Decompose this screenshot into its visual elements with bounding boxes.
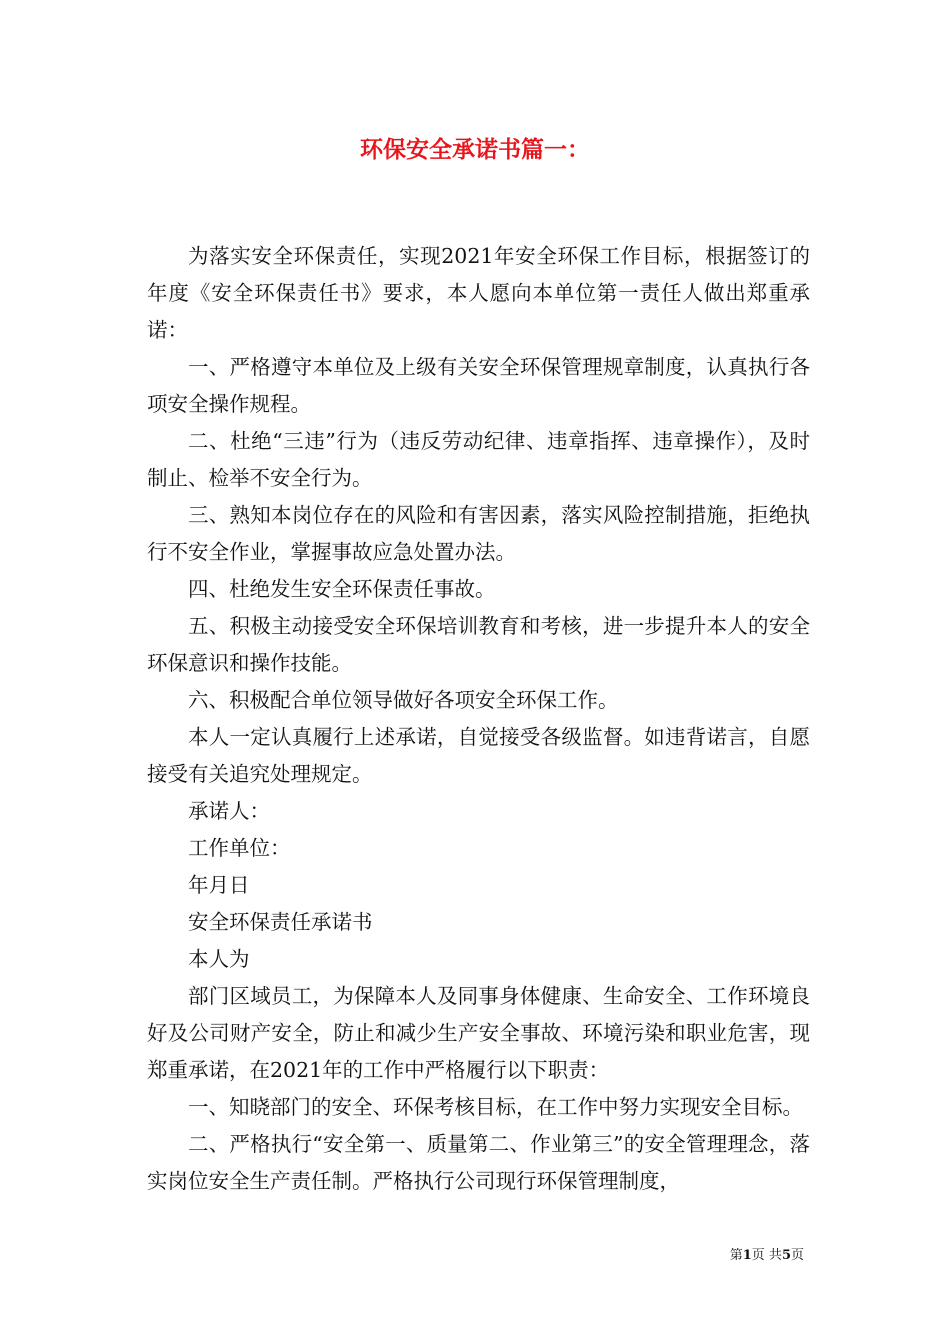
date-label: 年月日	[188, 873, 250, 897]
page-number-current: 1	[742, 1248, 752, 1263]
page-number-total: 5	[781, 1248, 791, 1263]
section-heading: 安全环保责任承诺书	[188, 910, 373, 934]
page-number-middle: 页 共	[751, 1248, 782, 1263]
document-body	[147, 238, 810, 1200]
paragraph-item-2: 二、杜绝“三违”行为（违反劳动纪律、违章指挥、违章操作），及时制止、检举不安全行为。	[147, 429, 810, 490]
signature-label: 承诺人：	[188, 799, 270, 823]
paragraph-self: 本人为	[188, 947, 250, 971]
paragraph-duty-1: 一、知晓部门的安全、环保考核目标，在工作中努力实现安全目标。	[188, 1095, 803, 1119]
document-title: 环保安全承诺书篇一：	[360, 136, 590, 163]
paragraph-pledge: 本人一定认真履行上述承诺，自觉接受各级监督。如违背诺言，自愿接受有关追究处理规定。	[147, 725, 810, 786]
page-number-suffix: 页	[790, 1248, 804, 1263]
paragraph-intro: 为落实安全环保责任，实现2021年安全环保工作目标，根据签订的年度《安全环保责任书》要求，本人愿向本单位第一责任人做出郑重承诺：	[147, 244, 810, 342]
paragraph-duty-2: 二、严格执行“安全第一、质量第二、作业第三”的安全管理理念，落实岗位安全生产责任制。严格执行公司现行环保管理制度，	[147, 1132, 810, 1193]
page-number-prefix: 第	[729, 1248, 743, 1263]
paragraph-item-5: 五、积极主动接受安全环保培训教育和考核，进一步提升本人的安全环保意识和操作技能。	[147, 614, 810, 675]
paragraph-item-3: 三、熟知本岗位存在的风险和有害因素，落实风险控制措施，拒绝执行不安全作业，掌握事故应急处置办法。	[147, 503, 810, 564]
page-number	[730, 1246, 804, 1266]
paragraph-employee: 部门区域员工，为保障本人及同事身体健康、生命安全、工作环境良好及公司财产安全，防止和减少生产安全事故、环境污染和职业危害，现郑重承诺，在2021年的工作中严格履行以下职责：	[147, 984, 810, 1082]
paragraph-item-4: 四、杜绝发生安全环保责任事故。	[188, 577, 496, 601]
work-unit-label: 工作单位：	[188, 836, 291, 860]
paragraph-item-6: 六、积极配合单位领导做好各项安全环保工作。	[188, 688, 619, 712]
paragraph-item-1: 一、严格遵守本单位及上级有关安全环保管理规章制度，认真执行各项安全操作规程。	[147, 355, 810, 416]
